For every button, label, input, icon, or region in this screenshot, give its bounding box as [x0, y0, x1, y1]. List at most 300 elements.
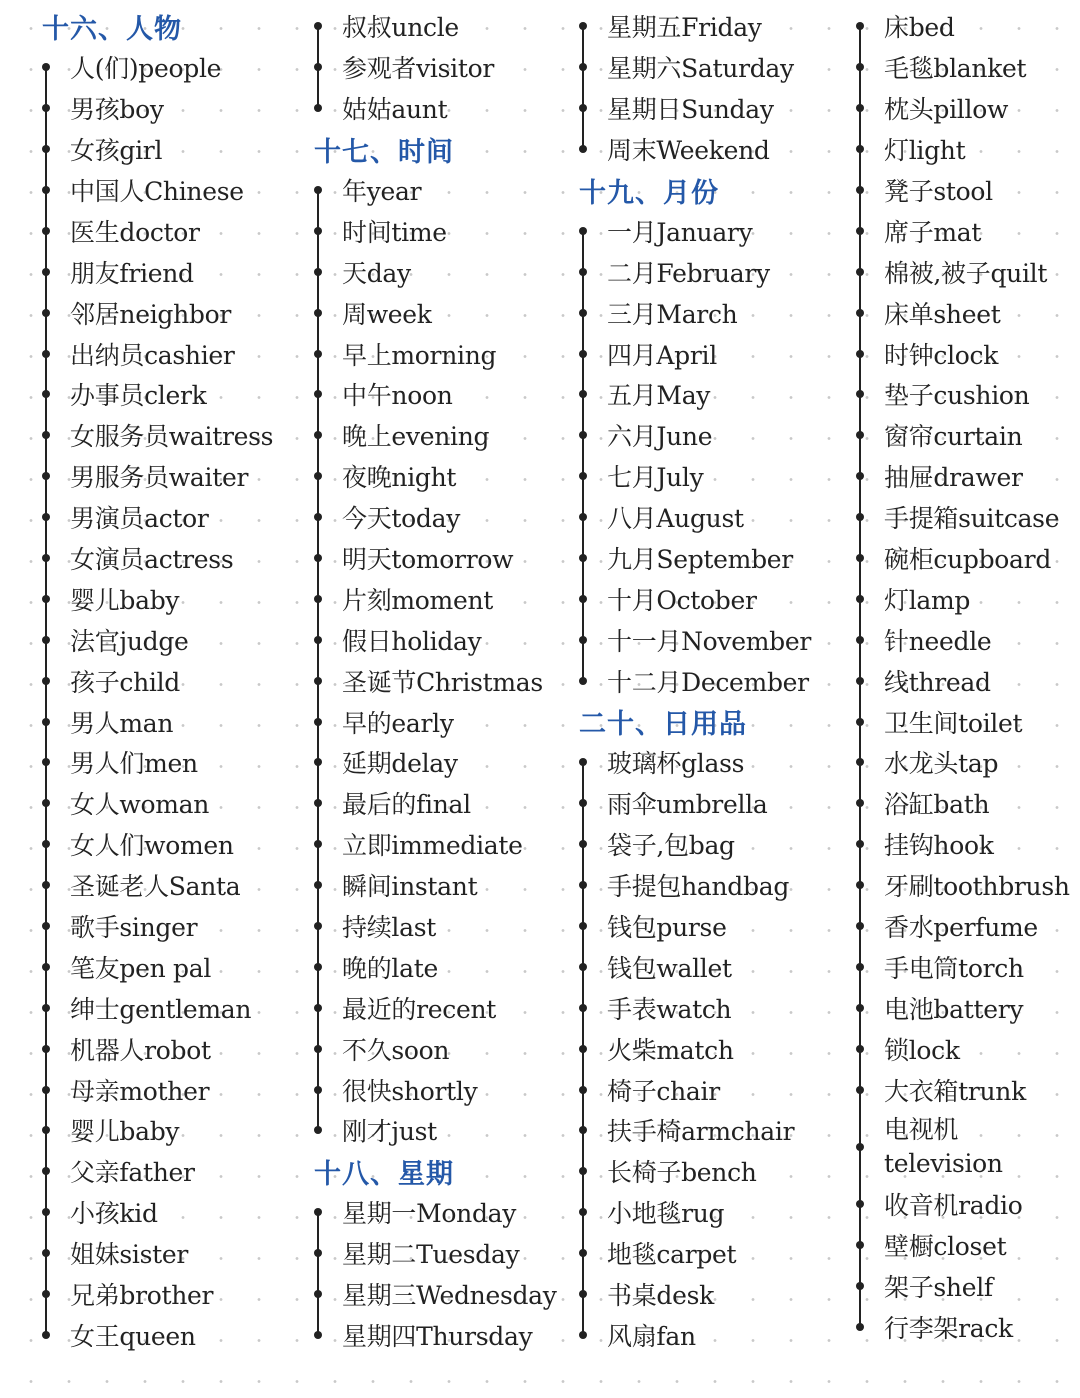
vocab-text: 立即immediate: [342, 831, 523, 861]
bullet-dot-icon: [579, 636, 587, 644]
vocab-text: 线thread: [884, 667, 991, 697]
vocab-text: 四月April: [607, 340, 717, 370]
bullet-dot-icon: [42, 268, 50, 276]
bullet-dot-icon: [579, 758, 587, 766]
vocab-text: 刚才just: [342, 1117, 437, 1147]
vocab-text: 夜晚night: [342, 463, 457, 493]
vocab-item: [42, 1233, 292, 1274]
vocab-item: [856, 1225, 1078, 1266]
bullet-dot-icon: [314, 677, 322, 685]
vocab-text: 星期六Saturday: [607, 54, 794, 84]
bullet-dot-icon: [314, 350, 322, 358]
bullet-dot-icon: [856, 268, 864, 276]
bullet-dot-icon: [314, 718, 322, 726]
bullet-dot-icon: [314, 513, 322, 521]
vocab-item: [856, 88, 1078, 129]
bullet-dot-icon: [42, 513, 50, 521]
vocab-item: [42, 946, 292, 987]
vocab-text: 周末Weekend: [607, 136, 770, 166]
bullet-dot-icon: [42, 799, 50, 807]
bullet-dot-icon: [314, 963, 322, 971]
column-2: [314, 6, 564, 1355]
vocab-text: 不久soon: [342, 1035, 450, 1065]
bullet-dot-icon: [314, 104, 322, 112]
bullet-dot-icon: [856, 1282, 864, 1290]
vocab-text: 医生doctor: [70, 217, 200, 247]
vocab-item: [42, 1192, 292, 1233]
bullet-dot-icon: [314, 63, 322, 71]
vocab-item: [579, 292, 839, 333]
vocab-item: [314, 660, 564, 701]
vocab-text: 笔友pen pal: [70, 953, 212, 983]
vocab-item: [856, 619, 1078, 660]
vocab-item: [42, 1274, 292, 1315]
vocab-text: 婴儿baby: [70, 1117, 180, 1147]
vocab-item: [314, 1069, 564, 1110]
bullet-dot-icon: [42, 145, 50, 153]
vocab-text: 父亲father: [70, 1158, 195, 1188]
vocab-text: 手提箱suitcase: [884, 504, 1060, 534]
column-1: [42, 6, 292, 1355]
bullet-dot-icon: [42, 104, 50, 112]
vocab-list: [579, 742, 839, 1355]
vocab-text: 十月October: [607, 585, 757, 615]
vocab-text: 手提包handbag: [607, 872, 790, 902]
vocab-item: [42, 210, 292, 251]
vocab-item: [314, 1192, 564, 1233]
vocab-text: 十二月December: [607, 667, 809, 697]
vocab-text: 毛毯blanket: [884, 54, 1027, 84]
bullet-dot-icon: [42, 677, 50, 685]
vocab-text: 法官judge: [70, 626, 189, 656]
bullet-dot-icon: [314, 1208, 322, 1216]
vocab-item: [314, 456, 564, 497]
vocab-text: 挂钩hook: [884, 831, 994, 861]
vocab-text: 瞬间instant: [342, 872, 478, 902]
vocab-text: 床单sheet: [884, 299, 1001, 329]
vocab-text: 早上morning: [342, 340, 497, 370]
vocab-item: [579, 6, 839, 47]
bullet-dot-icon: [856, 636, 864, 644]
vocab-item: [856, 906, 1078, 947]
vocab-text: 绅士gentleman: [70, 994, 252, 1024]
vocab-text: 星期四Thursday: [342, 1321, 533, 1351]
vocab-item: [856, 1110, 1078, 1184]
vocab-item: [42, 47, 292, 88]
vocab-text: 女服务员waitress: [70, 422, 274, 452]
vocab-text: 水龙头tap: [884, 749, 999, 779]
vocab-text: 席子mat: [884, 217, 982, 247]
vocab-item: [579, 906, 839, 947]
bullet-dot-icon: [856, 1086, 864, 1094]
vocab-text: 孩子child: [70, 667, 180, 697]
bullet-dot-icon: [856, 431, 864, 439]
vocab-text: 女演员actress: [70, 545, 234, 575]
bullet-dot-icon: [856, 1200, 864, 1208]
bullet-dot-icon: [856, 1045, 864, 1053]
vocab-text: 火柴match: [607, 1035, 734, 1065]
bullet-dot-icon: [579, 145, 587, 153]
vocab-item: [42, 987, 292, 1028]
vocab-item: [579, 1110, 839, 1151]
vocab-text: 十一月November: [607, 626, 812, 656]
vocab-item: [314, 1110, 564, 1151]
bullet-dot-icon: [314, 636, 322, 644]
vocab-item: [42, 456, 292, 497]
vocab-text: 时间time: [342, 217, 447, 247]
vocab-item: [579, 47, 839, 88]
bullet-dot-icon: [314, 554, 322, 562]
vocab-item: [42, 742, 292, 783]
vocab-text: 九月September: [607, 545, 793, 575]
vocab-text: 小地毯rug: [607, 1199, 725, 1229]
vocab-item: [42, 701, 292, 742]
bullet-dot-icon: [856, 309, 864, 317]
bullet-dot-icon: [314, 390, 322, 398]
vocab-item: [314, 374, 564, 415]
bullet-dot-icon: [42, 63, 50, 71]
vocab-text: 二月February: [607, 258, 770, 288]
section-heading: 十六、人物: [42, 13, 182, 45]
bullet-dot-icon: [42, 1004, 50, 1012]
vocab-list: [42, 47, 292, 1356]
bullet-dot-icon: [856, 22, 864, 30]
bullet-dot-icon: [314, 1086, 322, 1094]
bullet-dot-icon: [579, 268, 587, 276]
vocab-text: 星期五Friday: [607, 13, 762, 43]
bullet-dot-icon: [856, 718, 864, 726]
vocab-item: [856, 1307, 1078, 1348]
vocab-text: 风扇fan: [607, 1321, 696, 1351]
bullet-dot-icon: [856, 758, 864, 766]
bullet-dot-icon: [579, 922, 587, 930]
vocab-text: 针needle: [884, 626, 992, 656]
bullet-dot-icon: [42, 840, 50, 848]
vocab-text: 圣诞节Christmas: [342, 667, 543, 697]
vocab-list: [856, 6, 1078, 1348]
vocab-item: [579, 742, 839, 783]
vocab-text: 锁lock: [884, 1035, 960, 1065]
vocab-text: 大衣箱trunk: [884, 1076, 1026, 1106]
vocab-text: 女王queen: [70, 1321, 196, 1351]
bullet-dot-icon: [856, 1004, 864, 1012]
bullet-dot-icon: [579, 595, 587, 603]
bullet-dot-icon: [42, 227, 50, 235]
vocab-text: 时钟clock: [884, 340, 999, 370]
vocab-text: 电池battery: [884, 994, 1024, 1024]
vocab-item: [42, 374, 292, 415]
vocab-item: [314, 6, 564, 47]
bullet-dot-icon: [856, 881, 864, 889]
bullet-dot-icon: [42, 595, 50, 603]
vocab-item: [856, 701, 1078, 742]
vocab-text: 地毯carpet: [607, 1240, 737, 1270]
bullet-dot-icon: [314, 1126, 322, 1134]
bullet-dot-icon: [42, 718, 50, 726]
vocab-text: 雨伞umbrella: [607, 790, 768, 820]
vocab-text: 玻璃杯glass: [607, 749, 745, 779]
vocab-text: 香水perfume: [884, 913, 1038, 943]
bullet-dot-icon: [856, 554, 864, 562]
vocab-item: [579, 1028, 839, 1069]
vocab-text: 五月May: [607, 381, 711, 411]
vocab-text: 人(们)people: [70, 54, 222, 84]
vocab-text: 星期二Tuesday: [342, 1240, 520, 1270]
vocab-text: 男人们men: [70, 749, 198, 779]
vocab-item: [856, 865, 1078, 906]
vocab-text: 浴缸bath: [884, 790, 990, 820]
vocab-text: 今天today: [342, 504, 461, 534]
bullet-dot-icon: [42, 963, 50, 971]
bullet-dot-icon: [856, 1323, 864, 1331]
vocab-item: [42, 906, 292, 947]
vocab-text: 星期一Monday: [342, 1199, 517, 1229]
vocab-text: 姐妹sister: [70, 1240, 189, 1270]
vocab-item: [856, 538, 1078, 579]
vocab-item: [579, 333, 839, 374]
vocab-item: [314, 619, 564, 660]
vocab-item: [856, 824, 1078, 865]
vocab-item: [856, 660, 1078, 701]
bullet-dot-icon: [579, 227, 587, 235]
vocab-text: 手电筒torch: [884, 953, 1024, 983]
vocab-item: [314, 497, 564, 538]
vocab-text: 窗帘curtain: [884, 422, 1023, 452]
vocab-item: [856, 1184, 1078, 1225]
bullet-dot-icon: [314, 1249, 322, 1257]
vocab-text: 三月March: [607, 299, 738, 329]
vocab-item: [856, 333, 1078, 374]
bullet-dot-icon: [42, 1249, 50, 1257]
bullet-dot-icon: [579, 63, 587, 71]
vocab-text: 母亲mother: [70, 1076, 210, 1106]
bullet-dot-icon: [856, 1241, 864, 1249]
vocab-item: [579, 946, 839, 987]
vocab-item: [579, 1192, 839, 1233]
vocab-text: 扶手椅armchair: [607, 1117, 795, 1147]
bullet-dot-icon: [856, 799, 864, 807]
vocab-text: 年year: [342, 177, 422, 206]
bullet-dot-icon: [856, 390, 864, 398]
vocab-text: 中国人Chinese: [70, 177, 244, 206]
vocab-item: [856, 987, 1078, 1028]
bullet-dot-icon: [42, 1126, 50, 1134]
vocab-item: [856, 456, 1078, 497]
bullet-dot-icon: [856, 922, 864, 930]
bullet-dot-icon: [856, 963, 864, 971]
bullet-dot-icon: [579, 963, 587, 971]
bullet-dot-icon: [579, 1208, 587, 1216]
vocab-text: 六月June: [607, 422, 713, 452]
vocab-item: [856, 170, 1078, 211]
bullet-dot-icon: [579, 1004, 587, 1012]
vocab-item: [579, 865, 839, 906]
bullet-dot-icon: [579, 1331, 587, 1339]
bullet-dot-icon: [579, 881, 587, 889]
vocab-text: 长椅子bench: [607, 1158, 757, 1188]
bullet-dot-icon: [42, 1290, 50, 1298]
vocab-item: [314, 170, 564, 211]
vocab-item: [856, 578, 1078, 619]
bullet-dot-icon: [42, 922, 50, 930]
vocab-item: [314, 865, 564, 906]
vocab-text: 卫生间toilet: [884, 708, 1023, 738]
bullet-dot-icon: [856, 595, 864, 603]
vocab-text: 八月August: [607, 504, 744, 534]
bullet-dot-icon: [314, 268, 322, 276]
bullet-dot-icon: [42, 309, 50, 317]
bullet-dot-icon: [42, 1045, 50, 1053]
vocab-item: [314, 578, 564, 619]
bullet-dot-icon: [42, 1086, 50, 1094]
bullet-dot-icon: [42, 1331, 50, 1339]
vocab-item: [314, 742, 564, 783]
vocab-text: 片刻moment: [342, 585, 494, 615]
vocab-item: [314, 987, 564, 1028]
vocab-item: [579, 497, 839, 538]
vocab-item: [314, 1274, 564, 1315]
vocab-list: [579, 210, 839, 701]
vocab-item: [856, 783, 1078, 824]
section-heading: 十七、时间: [314, 136, 454, 168]
bullet-dot-icon: [42, 554, 50, 562]
bullet-dot-icon: [314, 922, 322, 930]
vocab-text: 圣诞老人Santa: [70, 872, 241, 902]
vocab-item: [42, 415, 292, 456]
bullet-dot-icon: [314, 431, 322, 439]
bullet-dot-icon: [579, 472, 587, 480]
bullet-dot-icon: [42, 431, 50, 439]
vocab-item: [42, 129, 292, 170]
vocab-text: 女孩girl: [70, 136, 163, 166]
vocab-item: [42, 1315, 292, 1356]
bullet-dot-icon: [856, 186, 864, 194]
vocab-item: [314, 333, 564, 374]
vocab-item: [856, 6, 1078, 47]
vocab-text: 抽屉drawer: [884, 463, 1023, 493]
vocab-text: 假日holiday: [342, 626, 482, 656]
bullet-dot-icon: [579, 350, 587, 358]
vocab-text: 凳子stool: [884, 177, 993, 206]
bullet-dot-icon: [314, 1331, 322, 1339]
bullet-dot-icon: [42, 1208, 50, 1216]
vocab-text: 架子shelf: [884, 1273, 993, 1303]
bullet-dot-icon: [579, 431, 587, 439]
vocab-item: [579, 538, 839, 579]
section-heading: 十八、星期: [314, 1158, 454, 1190]
vocab-text: 男孩boy: [70, 95, 164, 125]
bullet-dot-icon: [314, 309, 322, 317]
vocab-item: [314, 538, 564, 579]
bullet-dot-icon: [579, 22, 587, 30]
bullet-dot-icon: [579, 1290, 587, 1298]
vocab-text: 钱包purse: [607, 913, 727, 943]
vocab-text: 男演员actor: [70, 504, 209, 534]
bullet-dot-icon: [42, 350, 50, 358]
bullet-dot-icon: [579, 1045, 587, 1053]
vocab-text: 灯lamp: [884, 585, 971, 615]
vocab-text: 书桌desk: [607, 1281, 714, 1311]
vocab-text: 最近的recent: [342, 994, 496, 1024]
vocab-item: [856, 742, 1078, 783]
bullet-dot-icon: [856, 840, 864, 848]
vocab-item: [579, 783, 839, 824]
vocab-item: [579, 415, 839, 456]
vocab-text: 牙刷toothbrush: [884, 872, 1070, 902]
vocab-item: [856, 1266, 1078, 1307]
vocab-item: [42, 497, 292, 538]
vocab-item: [579, 1274, 839, 1315]
vocab-text: 星期三Wednesday: [342, 1281, 557, 1311]
bullet-dot-icon: [42, 472, 50, 480]
vocab-item: [579, 374, 839, 415]
vocab-text: 枕头pillow: [884, 95, 1009, 125]
vocab-text: 床bed: [884, 13, 955, 43]
vocab-item: [314, 251, 564, 292]
section-heading: 二十、日用品: [579, 709, 747, 741]
vocab-item: [314, 946, 564, 987]
vocab-text: 一月January: [607, 217, 753, 247]
vocab-text: 灯light: [884, 136, 966, 166]
vocab-item: [42, 619, 292, 660]
bullet-dot-icon: [856, 472, 864, 480]
bullet-dot-icon: [314, 595, 322, 603]
vocab-item: [579, 456, 839, 497]
vocab-text: 收音机radio: [884, 1191, 1023, 1221]
vocab-list: [579, 6, 839, 170]
vocab-text: 叔叔uncle: [342, 13, 459, 43]
bullet-dot-icon: [856, 513, 864, 521]
vocab-text: 兄弟brother: [70, 1281, 214, 1311]
vocab-item: [314, 88, 564, 129]
bullet-dot-icon: [314, 186, 322, 194]
vocab-list: [314, 170, 564, 1151]
vocab-item: [314, 1028, 564, 1069]
vocab-item: [856, 47, 1078, 88]
vocab-item: [314, 210, 564, 251]
vocab-text: 壁橱closet: [884, 1232, 1007, 1262]
vocab-item: [579, 1315, 839, 1356]
vocab-item: [314, 824, 564, 865]
vocab-item: [314, 292, 564, 333]
bullet-dot-icon: [579, 104, 587, 112]
vocab-item: [42, 865, 292, 906]
vocab-item: [856, 1069, 1078, 1110]
vocab-item: [42, 1110, 292, 1151]
section-heading: 十九、月份: [579, 177, 719, 209]
bullet-dot-icon: [314, 472, 322, 480]
vocab-item: [856, 415, 1078, 456]
vocab-item: [42, 1151, 292, 1192]
vocab-item: [42, 88, 292, 129]
bullet-dot-icon: [579, 1167, 587, 1175]
vocab-item: [856, 374, 1078, 415]
bullet-dot-icon: [856, 145, 864, 153]
bullet-dot-icon: [314, 1004, 322, 1012]
vocab-item: [314, 47, 564, 88]
vocab-item: [42, 251, 292, 292]
vocab-item: [314, 701, 564, 742]
vocab-text: 女人woman: [70, 790, 210, 820]
vocab-text: 办事员clerk: [70, 381, 207, 411]
vocab-item: [579, 210, 839, 251]
vocab-text: 电视机 television: [884, 1115, 1003, 1179]
vocab-text: 袋子,包bag: [607, 831, 735, 861]
vocab-item: [579, 1069, 839, 1110]
vocab-item: [42, 1069, 292, 1110]
vocab-text: 行李架rack: [884, 1314, 1013, 1344]
vocab-item: [42, 824, 292, 865]
